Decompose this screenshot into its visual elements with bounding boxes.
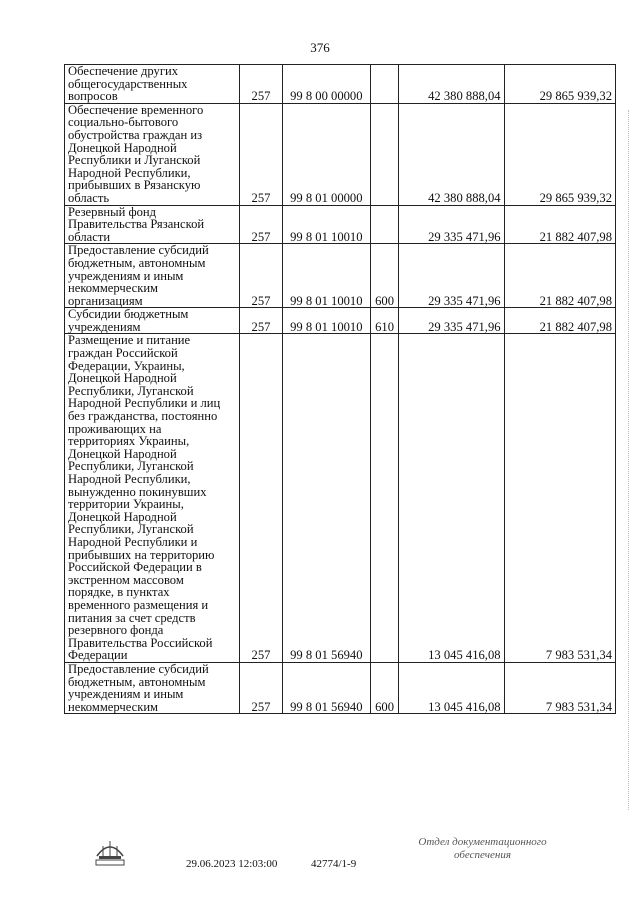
row-admin-code: 257	[240, 308, 283, 334]
row-amount-1: 42 380 888,04	[399, 103, 504, 205]
row-target-article: 99 8 01 10010	[282, 244, 370, 308]
footer-document-code: 42774/1-9	[311, 858, 357, 870]
row-amount-1: 29 335 471,96	[399, 244, 504, 308]
row-target-article: 99 8 01 10010	[282, 205, 370, 244]
row-name: Резервный фонд Правительства Рязанской области	[65, 205, 240, 244]
row-name: Обеспечение временного социально-бытового обустройства граждан из Донецкой Народной Республики и Луганской Народной Республики, прибывших в Рязанскую область	[65, 103, 240, 205]
row-admin-code: 257	[240, 205, 283, 244]
duma-logo-icon	[91, 832, 129, 870]
table-row	[65, 308, 616, 334]
row-amount-2: 29 865 939,32	[504, 103, 615, 205]
row-amount-2: 21 882 407,98	[504, 205, 615, 244]
stamp-line-1: Отдел документационного	[418, 836, 547, 848]
table-row	[65, 662, 616, 713]
row-amount-2: 21 882 407,98	[504, 244, 615, 308]
row-target-article: 99 8 01 00000	[282, 103, 370, 205]
row-amount-1: 29 335 471,96	[399, 308, 504, 334]
row-amount-1: 13 045 416,08	[399, 662, 504, 713]
row-name: Обеспечение других общегосударственных вопросов	[65, 65, 240, 104]
page-number: 376	[310, 40, 330, 55]
row-amount-2: 29 865 939,32	[504, 65, 615, 104]
row-expense-type	[370, 205, 398, 244]
row-target-article: 99 8 00 00000	[282, 65, 370, 104]
row-target-article: 99 8 01 56940	[282, 662, 370, 713]
row-amount-1: 29 335 471,96	[399, 205, 504, 244]
table-row	[65, 205, 616, 244]
table-row	[65, 334, 616, 662]
footer-date: 29.06.2023 12:03:00	[186, 858, 278, 870]
row-admin-code: 257	[240, 334, 283, 662]
row-admin-code: 257	[240, 103, 283, 205]
row-expense-type	[370, 103, 398, 205]
row-expense-type	[370, 65, 398, 104]
row-admin-code: 257	[240, 662, 283, 713]
row-expense-type: 610	[370, 308, 398, 334]
row-expense-type: 600	[370, 662, 398, 713]
row-name: Размещение и питание граждан Российской Федерации, Украины, Донецкой Народной Республики, Луганской Народной Республики и лиц без гражданства, постоянно проживающих на территориях Украины, Донецкой Народной Республики, Луганской Народной Республики, вынужденно покинувших территории Украины, Донецкой Народной Республики, Луганской Народной Республики и прибывших на территорию Российской Федерации в экстренном массовом порядке, в пунктах временного размещения и питания за счет средств резервного фонда Правительства Российской Федерации	[65, 334, 240, 662]
row-amount-1: 13 045 416,08	[399, 334, 504, 662]
table-row	[65, 65, 616, 104]
margin-scan-mark	[628, 110, 633, 810]
table-row	[65, 103, 616, 205]
row-amount-2: 7 983 531,34	[504, 334, 615, 662]
row-amount-1: 42 380 888,04	[399, 65, 504, 104]
row-expense-type: 600	[370, 244, 398, 308]
row-name: Предоставление субсидий бюджетным, автономным учреждениям и иным некоммерческим	[65, 662, 240, 713]
row-target-article: 99 8 01 10010	[282, 308, 370, 334]
row-amount-2: 21 882 407,98	[504, 308, 615, 334]
row-name: Предоставление субсидий бюджетным, автономным учреждениям и иным некоммерческим организациям	[65, 244, 240, 308]
row-admin-code: 257	[240, 244, 283, 308]
row-name: Субсидии бюджетным учреждениям	[65, 308, 240, 334]
department-stamp	[400, 836, 565, 862]
row-admin-code: 257	[240, 65, 283, 104]
table-row	[65, 244, 616, 308]
row-expense-type	[370, 334, 398, 662]
row-amount-2: 7 983 531,34	[504, 662, 615, 713]
budget-table	[64, 64, 616, 714]
stamp-line-2: обеспечения	[454, 849, 511, 861]
row-target-article: 99 8 01 56940	[282, 334, 370, 662]
